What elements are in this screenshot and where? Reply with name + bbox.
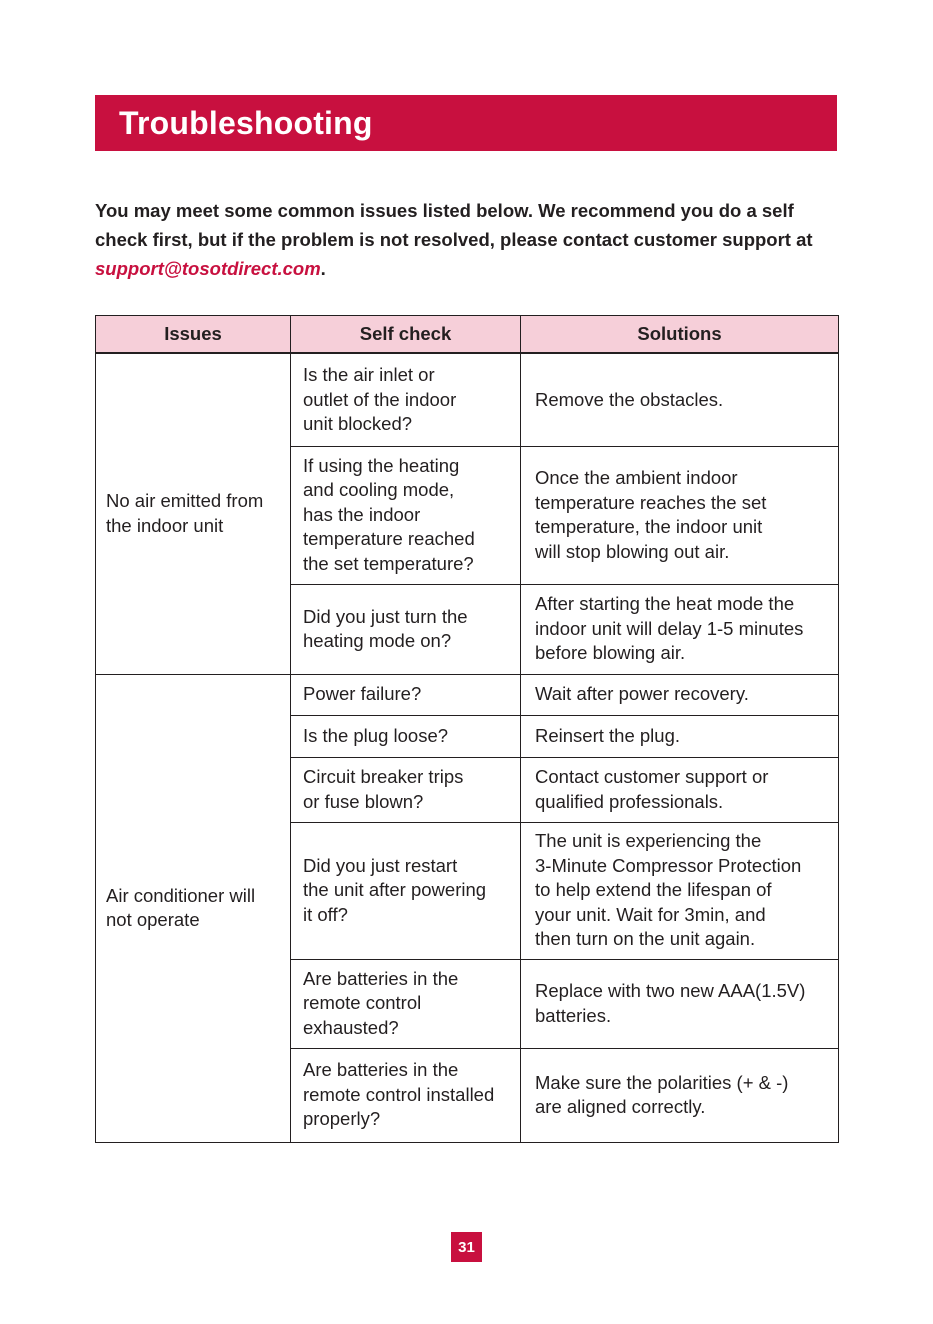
self-check-cell: Are batteries in the remote control installed properly?: [291, 1048, 521, 1142]
solution-cell: Once the ambient indoor temperature reaches the set temperature, the indoor unit will stop blowing out air.: [521, 446, 839, 584]
page-title: Troubleshooting: [119, 104, 373, 141]
solution-cell: Remove the obstacles.: [521, 353, 839, 446]
column-header-self-check: Self check: [291, 316, 521, 354]
table-row: [96, 674, 839, 715]
solution-cell: Contact customer support or qualified professionals.: [521, 757, 839, 822]
intro-text: You may meet some common issues listed below. We recommend you do a self check first, but if the problem is not resolved, please contact customer support at: [95, 200, 813, 250]
intro-end: .: [320, 258, 326, 279]
self-check-cell: If using the heating and cooling mode, has the indoor temperature reached the set temperature?: [291, 446, 521, 584]
solution-cell: The unit is experiencing the 3-Minute Compressor Protection to help extend the lifespan of your unit. Wait for 3min, and then turn on the unit again.: [521, 822, 839, 959]
title-bar: [95, 95, 837, 151]
support-email-link[interactable]: support@tosotdirect.com: [95, 258, 321, 279]
solution-cell: Reinsert the plug.: [521, 715, 839, 757]
self-check-cell: Is the air inlet or outlet of the indoor unit blocked?: [291, 353, 521, 446]
intro-paragraph: [95, 196, 837, 283]
self-check-cell: Is the plug loose?: [291, 715, 521, 757]
table-row: [96, 353, 839, 446]
page-number: 31: [451, 1232, 482, 1262]
issue-cell: No air emitted from the indoor unit: [96, 353, 291, 674]
issue-cell: Air conditioner will not operate: [96, 674, 291, 1142]
table-header-row: [96, 316, 839, 354]
self-check-cell: Power failure?: [291, 674, 521, 715]
self-check-cell: Circuit breaker trips or fuse blown?: [291, 757, 521, 822]
column-header-issues: Issues: [96, 316, 291, 354]
solution-cell: Wait after power recovery.: [521, 674, 839, 715]
solution-cell: After starting the heat mode the indoor unit will delay 1-5 minutes before blowing air.: [521, 584, 839, 674]
self-check-cell: Did you just restart the unit after powering it off?: [291, 822, 521, 959]
self-check-cell: Are batteries in the remote control exhausted?: [291, 959, 521, 1048]
column-header-solutions: Solutions: [521, 316, 839, 354]
solution-cell: Replace with two new AAA(1.5V) batteries.: [521, 959, 839, 1048]
solution-cell: Make sure the polarities (+ & -) are aligned correctly.: [521, 1048, 839, 1142]
self-check-cell: Did you just turn the heating mode on?: [291, 584, 521, 674]
troubleshooting-table: [95, 315, 839, 1143]
